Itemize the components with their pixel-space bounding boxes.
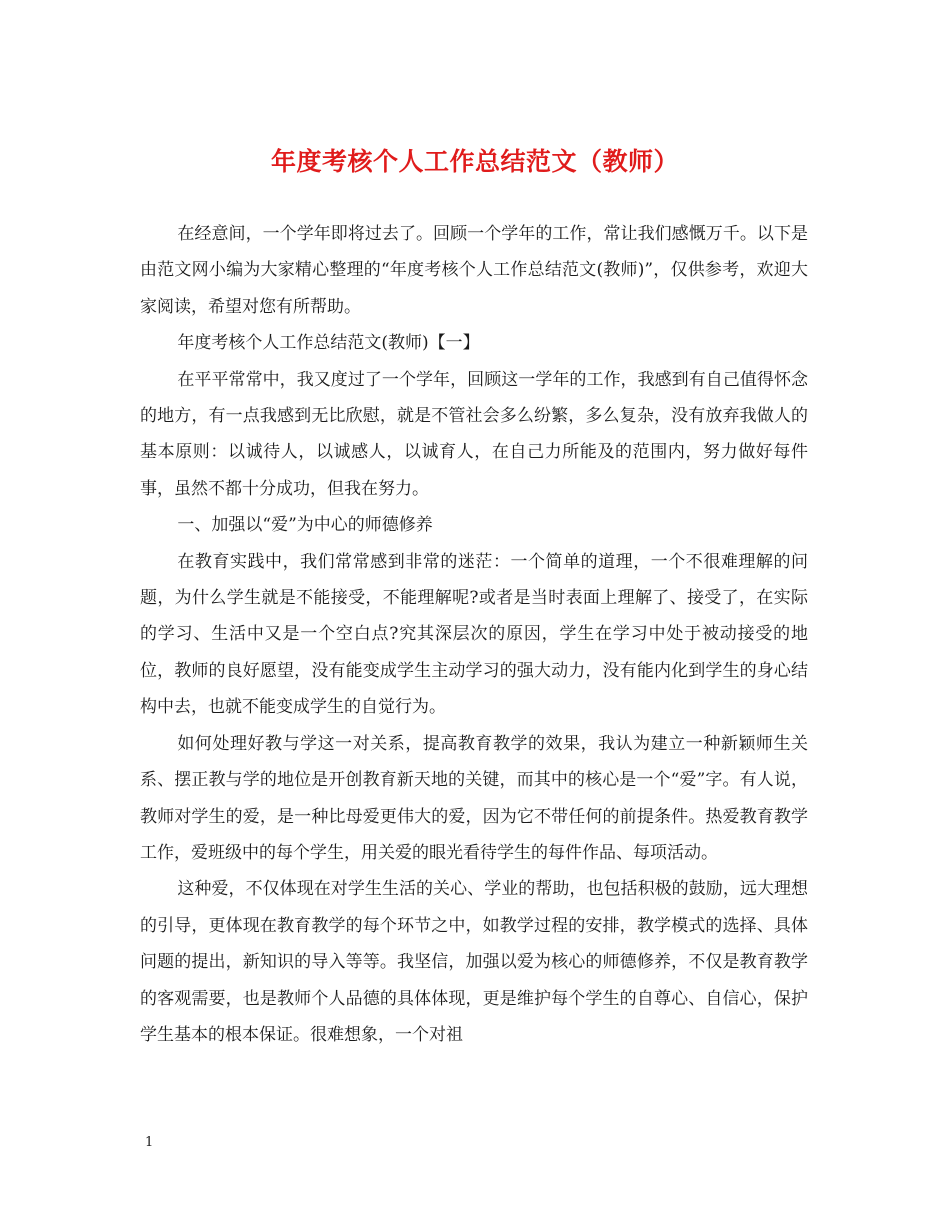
document-title: 年度考核个人工作总结范文（教师） bbox=[270, 147, 679, 176]
page-number: 1 bbox=[145, 1135, 154, 1150]
document-body bbox=[140, 216, 808, 1053]
paragraph: 这种爱，不仅体现在对学生生活的关心、学业的帮助，也包括积极的鼓励，远大理想的引导，更体现在教育教学的每个环节之中，如教学过程的安排，教学模式的选择、具体问题的提出，新知识的导入等等。我坚信，加强以爱为核心的师德修养，不仅是教育教学的客观需要，也是教师个人品德的具体体现，更是维护每个学生的自尊心、自信心，保护学生基本的根本保证。很难想象，一个对祖 bbox=[140, 879, 808, 1045]
paragraph: 在平平常常中，我又度过了一个学年，回顾这一学年的工作，我感到有自己值得怀念的地方，有一点我感到无比欣慰，就是不管社会多么纷繁，多么复杂，没有放弃我做人的基本原则：以诚待人，以诚感人，以诚育人，在自己力所能及的范围内，努力做好每件事，虽然不都十分成功，但我在努力。 bbox=[140, 369, 808, 499]
paragraph-intro: 在经意间，一个学年即将过去了。回顾一个学年的工作，常让我们感慨万千。以下是由范文网小编为大家精心整理的“年度考核个人工作总结范文(教师)”，仅供参考，欢迎大家阅读，希望对您有所帮助。 bbox=[140, 224, 808, 317]
paragraph-subheading: 一、加强以“爱”为中心的师德修养 bbox=[177, 515, 433, 536]
paragraph: 在教育实践中，我们常常感到非常的迷茫：一个简单的道理，一个不很难理解的问题，为什么学生就是不能接受，不能理解呢?或者是当时表面上理解了、接受了，在实际的学习、生活中又是一个空白点?究其深层次的原因，学生在学习中处于被动接受的地位，教师的良好愿望，没有能变成学生主动学习的强大动力，没有能内化到学生的身心结构中去，也就不能变成学生的自觉行为。 bbox=[140, 551, 808, 718]
paragraph-section-heading: 年度考核个人工作总结范文(教师)【一】 bbox=[177, 333, 480, 354]
paragraph: 如何处理好教与学这一对关系，提高教育教学的效果，我认为建立一种新颖师生关系、摆正教与学的地位是开创教育新天地的关键，而其中的核心是一个“爱”字。有人说，教师对学生的爱，是一种比母爱更伟大的爱，因为它不带任何的前提条件。热爱教育教学工作，爱班级中的每个学生，用关爱的眼光看待学生的每件作品、每项活动。 bbox=[140, 733, 808, 863]
